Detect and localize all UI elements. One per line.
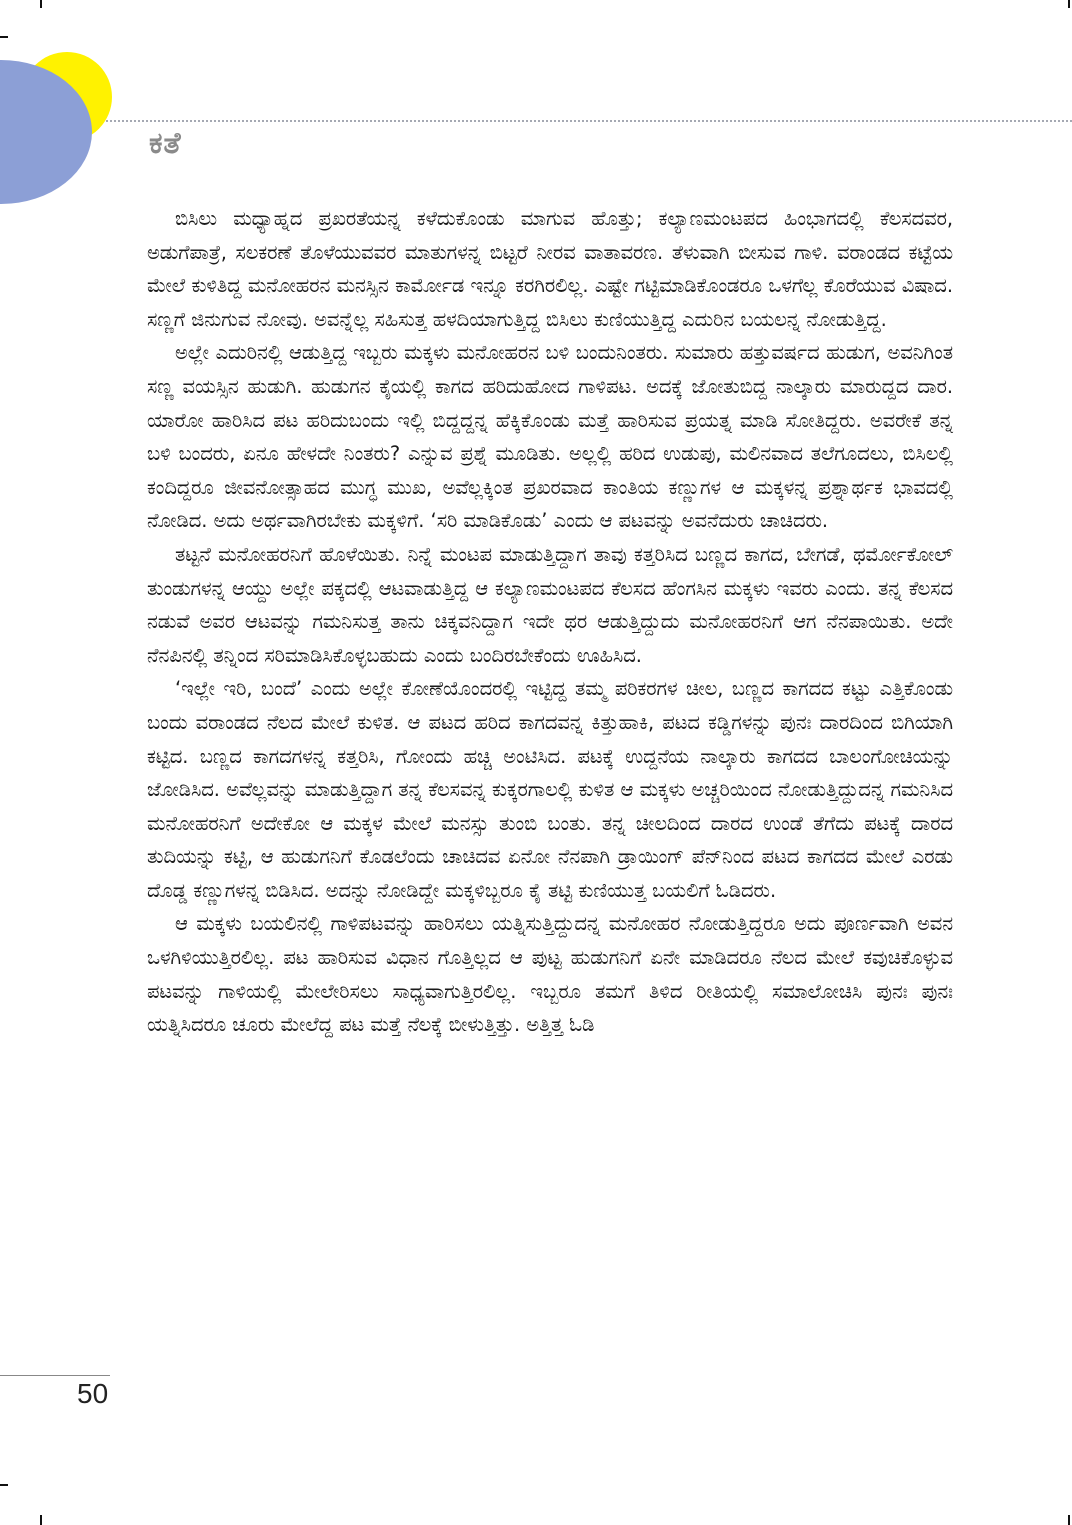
crop-mark-top-left: [40, 0, 42, 8]
section-title: ಕತೆ: [149, 126, 182, 161]
crop-mark-top-right: [1068, 0, 1070, 8]
page-number-rule: [0, 1375, 110, 1376]
story-paragraph: ‘ಇಲ್ಲೇ ಇರಿ, ಬಂದೆ’ ಎಂದು ಅಲ್ಲೇ ಕೋಣೆಯೊಂದರಲ್ಲಿ ಇಟ್ಟಿದ್ದ ತಮ್ಮ ಪರಿಕರಗಳ ಚೀಲ, ಬಣ್ಣದ ಕಾಗದದ ಕಟ್ಟು ಎತ್ತಿಕೊಂಡು ಬಂದು ವರಾಂಡದ ನೆಲದ ಮೇಲೆ ಕುಳಿತ. ಆ ಪಟದ ಹರಿದ ಕಾಗದವನ್ನ ಕಿತ್ತುಹಾಕಿ, ಪಟದ ಕಡ್ಡಿಗಳನ್ನು ಪುನಃ ದಾರದಿಂದ ಬಿಗಿಯಾಗಿ ಕಟ್ಟಿದ. ಬಣ್ಣದ ಕಾಗದಗಳನ್ನ ಕತ್ತರಿಸಿ, ಗೋಂದು ಹಚ್ಚಿ ಅಂಟಿಸಿದ. ಪಟಕ್ಕೆ ಉದ್ದನೆಯ ನಾಲ್ಕಾರು ಕಾಗದದ ಬಾಲಂಗೋಚಿಯನ್ನು ಜೋಡಿಸಿದ. ಅವೆಲ್ಲವನ್ನು ಮಾಡುತ್ತಿದ್ದಾಗ ತನ್ನ ಕೆಲಸವನ್ನ ಕುಕ್ಕರಗಾಲಲ್ಲಿ ಕುಳಿತ ಆ ಮಕ್ಕಳು ಅಚ್ಚರಿಯಿಂದ ನೋಡುತ್ತಿದ್ದುದನ್ನ ಗಮನಿಸಿದ ಮನೋಹರನಿಗೆ ಅದೇಕೋ ಆ ಮಕ್ಕಳ ಮೇಲೆ ಮನಸ್ಸು ತುಂಬಿ ಬಂತು. ತನ್ನ ಚೀಲದಿಂದ ದಾರದ ಉಂಡೆ ತೆಗೆದು ಪಟಕ್ಕೆ ದಾರದ ತುದಿಯನ್ನು ಕಟ್ಟಿ, ಆ ಹುಡುಗನಿಗೆ ಕೊಡಲೆಂದು ಚಾಚಿದವ ಏನೋ ನೆನಪಾಗಿ ಡ್ರಾಯಿಂಗ್ ಪೆನ್‌ನಿಂದ ಪಟದ ಕಾಗದದ ಮೇಲೆ ಎರಡು ದೊಡ್ಡ ಕಣ್ಣುಗಳನ್ನ ಬಿಡಿಸಿದ. ಅದನ್ನು ನೋಡಿದ್ದೇ ಮಕ್ಕಳಿಬ್ಬರೂ ಕೈ ತಟ್ಟಿ ಕುಣಿಯುತ್ತ ಬಯಲಿಗೆ ಓಡಿದರು.: [147, 677, 953, 902]
story-body: [147, 202, 953, 1042]
story-paragraph: ಆ ಮಕ್ಕಳು ಬಯಲಿನಲ್ಲಿ ಗಾಳಿಪಟವನ್ನು ಹಾರಿಸಲು ಯತ್ನಿಸುತ್ತಿದ್ದುದನ್ನ ಮನೋಹರ ನೋಡುತ್ತಿದ್ದರೂ ಅದು ಪೂರ್ಣವಾಗಿ ಅವನ ಒಳಗಿಳಿಯುತ್ತಿರಲಿಲ್ಲ. ಪಟ ಹಾರಿಸುವ ವಿಧಾನ ಗೊತ್ತಿಲ್ಲದ ಆ ಪುಟ್ಟ ಹುಡುಗನಿಗೆ ಏನೇ ಮಾಡಿದರೂ ನೆಲದ ಮೇಲೆ ಕವುಚಿಕೊಳ್ಳುವ ಪಟವನ್ನು ಗಾಳಿಯಲ್ಲಿ ಮೇಲೇರಿಸಲು ಸಾಧ್ಯವಾಗುತ್ತಿರಲಿಲ್ಲ. ಇಬ್ಬರೂ ತಮಗೆ ತಿಳಿದ ರೀತಿಯಲ್ಲಿ ಸಮಾಲೋಚಿಸಿ ಪುನಃ ಪುನಃ ಯತ್ನಿಸಿದರೂ ಚೂರು ಮೇಲೆದ್ದ ಪಟ ಮತ್ತೆ ನೆಲಕ್ಕೆ ಬೀಳುತ್ತಿತ್ತು. ಅತ್ತಿತ್ತ ಓಡಿ: [147, 912, 953, 1037]
crop-mark-bottom-left: [40, 1515, 42, 1525]
crop-mark-bottom-right: [1068, 1515, 1070, 1525]
story-paragraph: ಅಲ್ಲೇ ಎದುರಿನಲ್ಲಿ ಆಡುತ್ತಿದ್ದ ಇಬ್ಬರು ಮಕ್ಕಳು ಮನೋಹರನ ಬಳಿ ಬಂದುನಿಂತರು. ಸುಮಾರು ಹತ್ತುವರ್ಷದ ಹುಡುಗ, ಅವನಿಗಿಂತ ಸಣ್ಣ ವಯಸ್ಸಿನ ಹುಡುಗಿ. ಹುಡುಗನ ಕೈಯಲ್ಲಿ ಕಾಗದ ಹರಿದುಹೋದ ಗಾಳಿಪಟ. ಅದಕ್ಕೆ ಜೋತುಬಿದ್ದ ನಾಲ್ಕಾರು ಮಾರುದ್ದದ ದಾರ. ಯಾರೋ ಹಾರಿಸಿದ ಪಟ ಹರಿದುಬಂದು ಇಲ್ಲಿ ಬಿದ್ದದ್ದನ್ನ ಹೆಕ್ಕಿಕೊಂಡು ಮತ್ತೆ ಹಾರಿಸುವ ಪ್ರಯತ್ನ ಮಾಡಿ ಸೋತಿದ್ದರು. ಅವರೇಕೆ ತನ್ನ ಬಳಿ ಬಂದರು, ಏನೂ ಹೇಳದೇ ನಿಂತರು? ಎನ್ನುವ ಪ್ರಶ್ನೆ ಮೂಡಿತು. ಅಲ್ಲಲ್ಲಿ ಹರಿದ ಉಡುಪು, ಮಲಿನವಾದ ತಲೆಗೂದಲು, ಬಿಸಿಲಲ್ಲಿ ಕಂದಿದ್ದರೂ ಜೀವನೋತ್ಸಾಹದ ಮುಗ್ಧ ಮುಖ, ಅವೆಲ್ಲಕ್ಕಿಂತ ಪ್ರಖರವಾದ ಕಾಂತಿಯ ಕಣ್ಣುಗಳ ಆ ಮಕ್ಕಳನ್ನ ಪ್ರಶ್ನಾರ್ಥಕ ಭಾವದಲ್ಲಿ ನೋಡಿದ. ಅದು ಅರ್ಥವಾಗಿರಬೇಕು ಮಕ್ಕಳಿಗೆ. ‘ಸರಿ ಮಾಡಿಕೊಡು’ ಎಂದು ಆ ಪಟವನ್ನು ಅವನೆದುರು ಚಾಚಿದರು.: [147, 341, 953, 533]
header-dotted-rule: [106, 120, 1072, 122]
crop-mark-left-bottom: [0, 1484, 8, 1486]
page-number: 50: [77, 1378, 109, 1409]
crop-mark-left-top: [0, 36, 8, 38]
story-paragraph: ಬಿಸಿಲು ಮಧ್ಯಾಹ್ನದ ಪ್ರಖರತೆಯನ್ನ ಕಳೆದುಕೊಂಡು ಮಾಗುವ ಹೊತ್ತು; ಕಲ್ಯಾಣಮಂಟಪದ ಹಿಂಭಾಗದಲ್ಲಿ ಕೆಲಸದವರ, ಅಡುಗೆಪಾತ್ರೆ, ಸಲಕರಣೆ ತೊಳೆಯುವವರ ಮಾತುಗಳನ್ನ ಬಿಟ್ಟರೆ ನೀರವ ವಾತಾವರಣ. ತೆಳುವಾಗಿ ಬೀಸುವ ಗಾಳಿ. ವರಾಂಡದ ಕಟ್ಟೆಯ ಮೇಲೆ ಕುಳಿತಿದ್ದ ಮನೋಹರನ ಮನಸ್ಸಿನ ಕಾರ್ಮೋಡ ಇನ್ನೂ ಕರಗಿರಲಿಲ್ಲ. ಎಷ್ಟೇ ಗಟ್ಟಿಮಾಡಿಕೊಂಡರೂ ಒಳಗೆಲ್ಲ ಕೊರೆಯುವ ವಿಷಾದ. ಸಣ್ಣಗೆ ಜಿನುಗುವ ನೋವು. ಅವನ್ನೆಲ್ಲ ಸಹಿಸುತ್ತ ಹಳದಿಯಾಗುತ್ತಿದ್ದ ಬಿಸಿಲು ಕುಣಿಯುತ್ತಿದ್ದ ಎದುರಿನ ಬಯಲನ್ನ ನೋಡುತ್ತಿದ್ದ.: [147, 207, 953, 331]
story-paragraph: ತಟ್ಟನೆ ಮನೋಹರನಿಗೆ ಹೊಳೆಯಿತು. ನಿನ್ನೆ ಮಂಟಪ ಮಾಡುತ್ತಿದ್ದಾಗ ತಾವು ಕತ್ತರಿಸಿದ ಬಣ್ಣದ ಕಾಗದ, ಬೇಗಡೆ, ಥರ್ಮೋಕೋಲ್ ತುಂಡುಗಳನ್ನ ಆಯ್ದು ಅಲ್ಲೇ ಪಕ್ಕದಲ್ಲಿ ಆಟವಾಡುತ್ತಿದ್ದ ಆ ಕಲ್ಯಾಣಮಂಟಪದ ಕೆಲಸದ ಹೆಂಗಸಿನ ಮಕ್ಕಳು ಇವರು ಎಂದು. ತನ್ನ ಕೆಲಸದ ನಡುವೆ ಅವರ ಆಟವನ್ನು ಗಮನಿಸುತ್ತ ತಾನು ಚಿಕ್ಕವನಿದ್ದಾಗ ಇದೇ ಥರ ಆಡುತ್ತಿದ್ದುದು ಮನೋಹರನಿಗೆ ಆಗ ನೆನಪಾಯಿತು. ಅದೇ ನೆನಪಿನಲ್ಲಿ ತನ್ನಿಂದ ಸರಿಮಾಡಿಸಿಕೊಳ್ಳಬಹುದು ಎಂದು ಬಂದಿರಬೇಕೆಂದು ಊಹಿಸಿದ.: [147, 542, 953, 667]
